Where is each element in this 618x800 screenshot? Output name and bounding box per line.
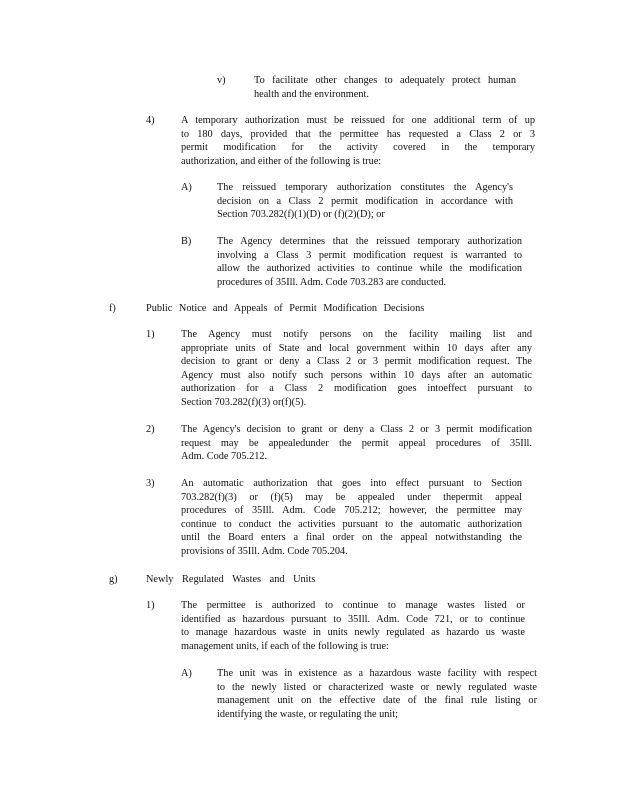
text-line: health and the environment. <box>254 88 369 100</box>
text-line: identified as hazardous pursuant to 35Ill. Adm. Code 721, or to continue <box>181 613 525 625</box>
text-line: procedures of 35Ill. Adm. Code 703.283 are conducted. <box>217 276 447 288</box>
subparagraph-text <box>217 181 513 222</box>
text-line: 703.282(f)(3) or (f)(5) may be appealed under thepermit appeal <box>181 491 522 503</box>
text-line: management units, if each of the following is true: <box>181 640 389 652</box>
paragraph-label: 4) <box>146 115 155 126</box>
paragraph-text <box>181 328 532 410</box>
section-label: g) <box>109 574 118 585</box>
subparagraph-text <box>217 667 537 721</box>
section-title: Newly Regulated Wastes and Units <box>146 574 316 585</box>
text-line: until the Board enters a final order on the appeal notwithstanding the <box>181 532 522 544</box>
text-line: involving a Class 3 permit modification request is warranted to <box>217 249 522 261</box>
text-line: Section 703.282(f)(3) or(f)(5). <box>181 396 307 408</box>
text-line: A temporary authorization must be reissued for one additional term of up <box>181 115 535 126</box>
text-line: The unit was in existence as a hazardous waste facility with respect <box>217 668 537 679</box>
subparagraph-text <box>217 235 522 289</box>
text-line: Section 703.282(f)(1)(D) or (f)(2)(D); or <box>217 209 385 221</box>
section-label: f) <box>109 303 116 314</box>
paragraph-text <box>181 423 532 464</box>
text-line: The permittee is authorized to continue to manage wastes listed or <box>181 600 525 611</box>
text-line: appropriate units of State and local government within 10 days after any <box>181 342 532 354</box>
paragraph-text <box>181 114 535 168</box>
section-title: Public Notice and Appeals of Permit Modification Decisions <box>146 303 425 314</box>
text-line: To facilitate other changes to adequately protect human <box>254 75 516 86</box>
paragraph-label: 2) <box>146 424 155 435</box>
text-line: procedures of 35Ill. Adm. Code 705.212; however, the permittee may <box>181 505 522 517</box>
text-line: decision to grant or deny a Class 2 or 3 permit modification request. The <box>181 356 532 368</box>
text-line: Adm. Code 705.212. <box>181 451 268 463</box>
text-line: allow the authorized activities to continue while the modification <box>217 263 522 275</box>
subparagraph-label: A) <box>181 182 192 193</box>
subparagraph-label: A) <box>181 668 192 679</box>
text-line: management unit on the effective date of the final rule listing or <box>217 695 537 707</box>
text-line: The Agency determines that the reissued temporary authorization <box>217 236 522 247</box>
text-line: decision on a Class 2 permit modification in accordance with <box>217 195 513 207</box>
text-line: to 180 days, provided that the permittee has requested a Class 2 or 3 <box>181 128 535 140</box>
text-line: authorization, and either of the following is true: <box>181 155 382 167</box>
text-line: The Agency's decision to grant or deny a Class 2 or 3 permit modification <box>181 424 532 435</box>
paragraph-label: 3) <box>146 478 155 489</box>
text-line: permit modification for the activity covered in the temporary <box>181 142 535 154</box>
text-line: Agency must also notify such persons within 10 days after an automatic <box>181 369 532 381</box>
text-line: The Agency must notify persons on the facility mailing list and <box>181 329 532 340</box>
text-line: provisions of 35Ill. Adm. Code 705.204. <box>181 545 348 557</box>
paragraph-text <box>181 599 525 653</box>
text-line: request may be appealedunder the permit appeal procedures of 35Ill. <box>181 437 532 449</box>
clause-label: v) <box>217 75 226 86</box>
text-line: An automatic authorization that goes into effect pursuant to Section <box>181 478 522 489</box>
text-line: The reissued temporary authorization constitutes the Agency's <box>217 182 513 193</box>
paragraph-label: 1) <box>146 600 155 611</box>
clause-text <box>254 74 516 101</box>
text-line: identifying the waste, or regulating the unit; <box>217 708 399 720</box>
text-line: to the newly listed or characterized waste or newly regulated waste <box>217 681 537 693</box>
paragraph-label: 1) <box>146 329 155 340</box>
text-line: to manage hazardous waste in units newly regulated as hazardo us waste <box>181 627 525 639</box>
paragraph-text <box>181 477 522 559</box>
subparagraph-label: B) <box>181 236 192 247</box>
text-line: continue to conduct the activities pursuant to the automatic authorization <box>181 518 522 530</box>
text-line: authorization for a Class 2 modification goes intoeffect pursuant to <box>181 383 532 395</box>
